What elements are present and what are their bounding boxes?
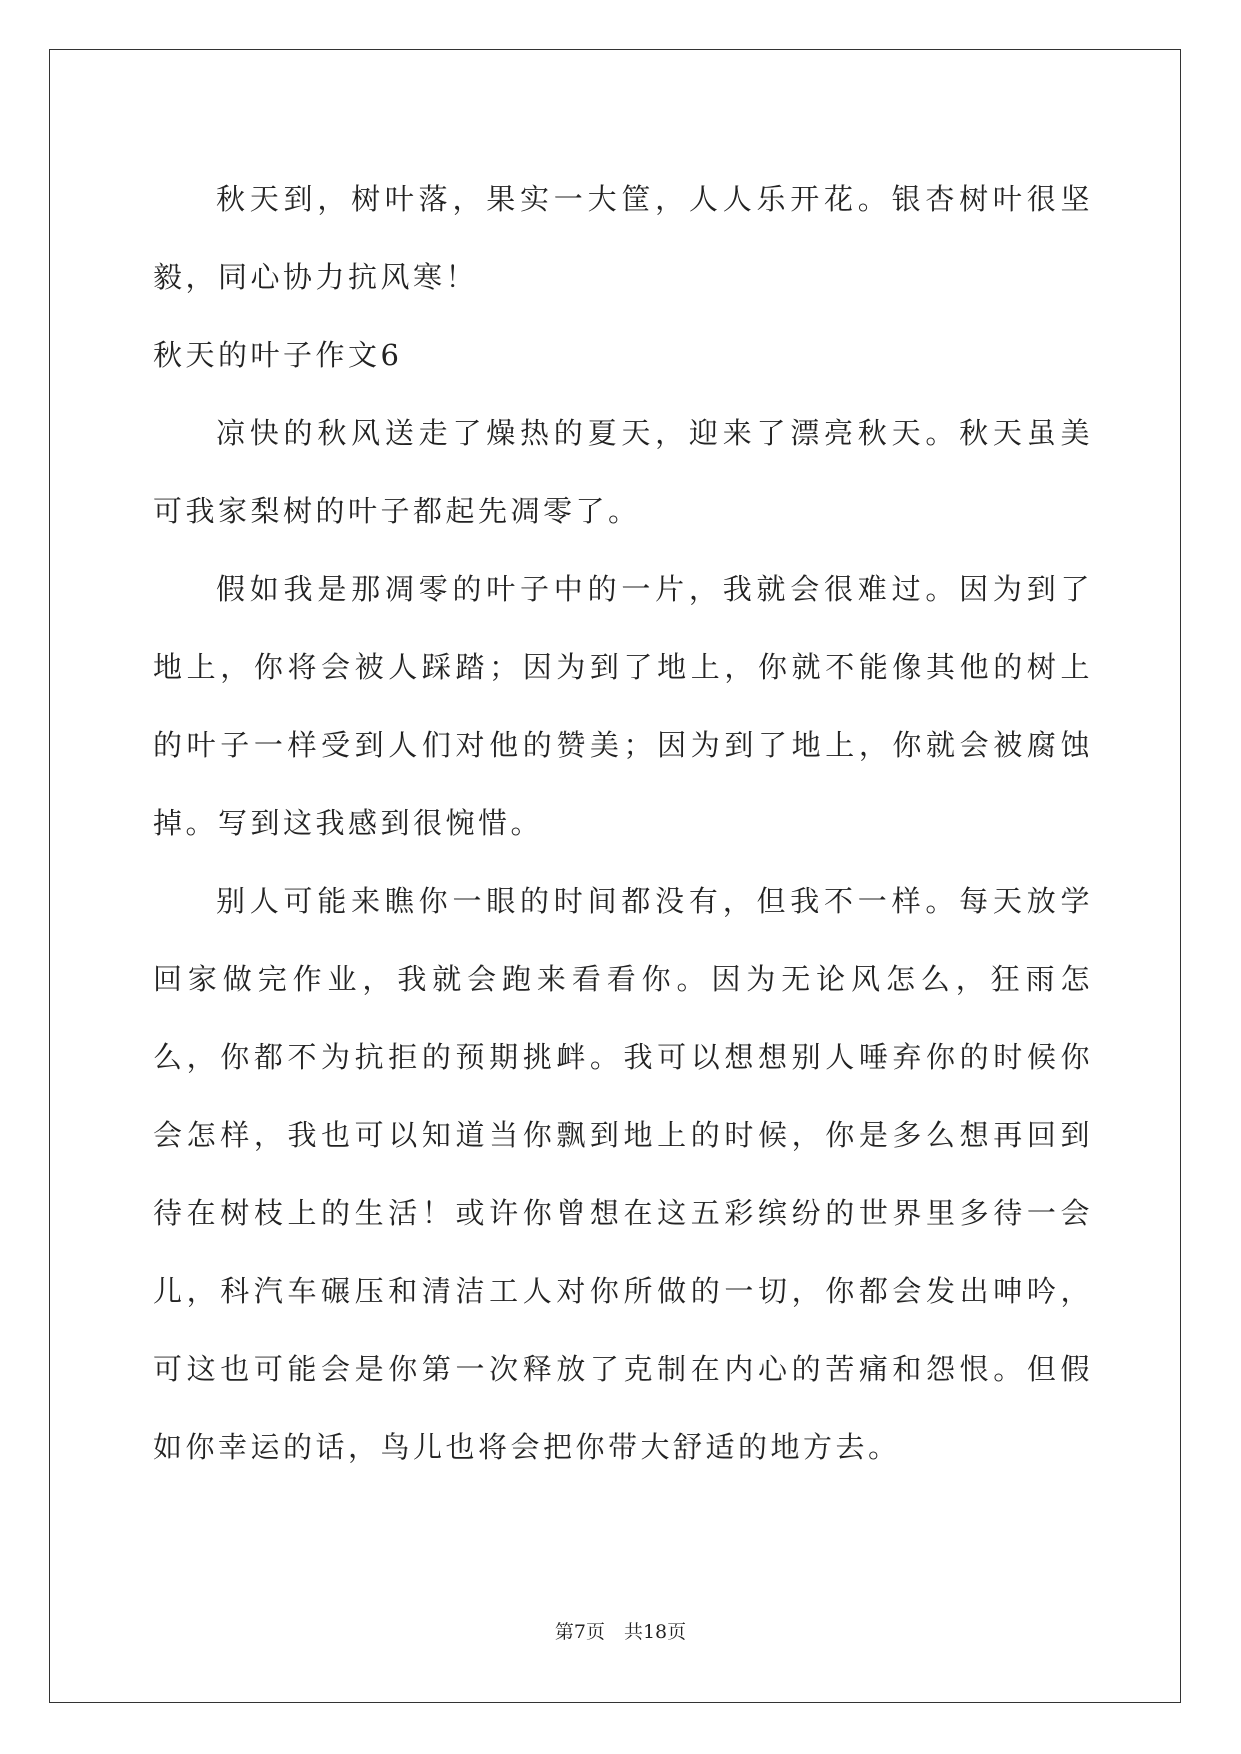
paragraph: 别人可能来瞧你一眼的时间都没有，但我不一样。每天放学回家做完作业，我就会跑来看看你。因为无论风怎么，狂雨怎么，你都不为抗拒的预期挑衅。我可以想想别人唾弃你的时候你会怎样，我也可以知道当你飘到地上的时候，你是多么想再回到待在树枝上的生活！或许你曾想在这五彩缤纷的世界里多待一会儿，科汽车碾压和清洁工人对你所做的一切，你都会发出呻吟，可这也可能会是你第一次释放了克制在内心的苦痛和怨恨。但假如你幸运的话，鸟儿也将会把你带大舒适的地方去。 — [153, 884, 1093, 1464]
paragraph: 秋天到，树叶落，果实一大筐，人人乐开花。银杏树叶很坚毅，同心协力抗风寒！ — [153, 182, 1093, 294]
document-body — [153, 160, 1093, 1486]
paragraph: 凉快的秋风送走了燥热的夏天，迎来了漂亮秋天。秋天虽美可我家梨树的叶子都起先凋零了。 — [153, 416, 1093, 528]
section-title: 秋天的叶子作文6 — [153, 338, 403, 372]
page-footer: 第7页 共18页 — [554, 1621, 687, 1643]
paragraph: 假如我是那凋零的叶子中的一片，我就会很难过。因为到了地上，你将会被人踩踏；因为到了地上，你就不能像其他的树上的叶子一样受到人们对他的赞美；因为到了地上，你就会被腐蚀掉。写到这我感到很惋惜。 — [153, 572, 1093, 840]
